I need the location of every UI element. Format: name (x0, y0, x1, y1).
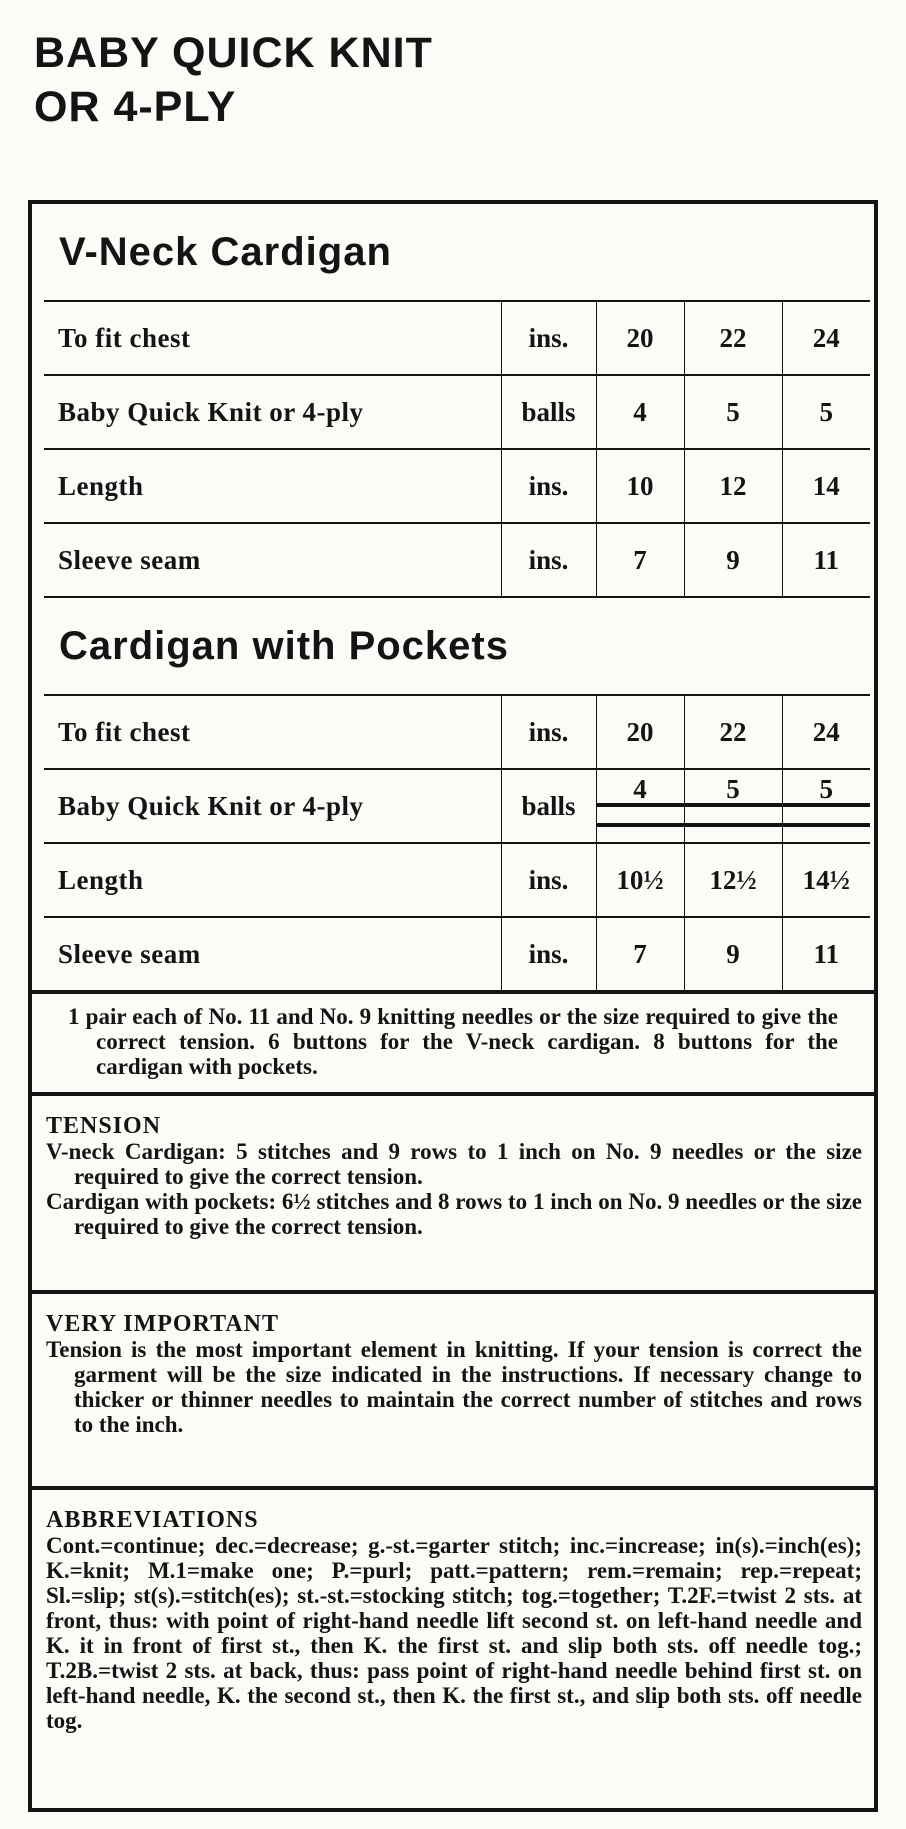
size-value: 14 (782, 449, 870, 523)
abbreviations-text: Cont.=continue; dec.=decrease; g.-st.=garter stitch; inc.=increase; in(s).=inch(es); K.=knit; M.1=make one; P.=purl; patt.=pattern; rem.=remain; rep.=repeat; Sl.=slip; st(s).=stitch(es); st.-st.=stocking stitch; tog.=together; T.2F.=twist 2 sts. at front, thus: with point of right-hand needle lift second st. on left-hand needle and K. it in front of first st., then K. the first st. and slip both sts. off needle tog.; T.2B.=twist 2 sts. at back, thus: pass point of right-hand needle behind first st. on left-hand needle, K. the second st., then K. the first st., and slip both sts. off needle tog. (46, 1533, 862, 1733)
size-value-corrected (596, 769, 684, 843)
size-value: 24 (782, 695, 870, 769)
size-value: 5 (684, 375, 782, 449)
row-label: Baby Quick Knit or 4-ply (44, 769, 501, 843)
tension-line: V-neck Cardigan: 5 stitches and 9 rows to 1 inch on No. 9 needles or the size required to give the correct tension. (46, 1139, 862, 1189)
table-row (44, 695, 870, 769)
row-label: To fit chest (44, 301, 501, 375)
abbreviations-section (46, 1508, 862, 1733)
table-row (44, 769, 870, 843)
size-table-v-neck (44, 300, 870, 598)
size-value-corrected (684, 769, 782, 843)
row-unit: balls (501, 375, 596, 449)
corrected-value: 4 (633, 774, 647, 804)
size-value: 10 (596, 449, 684, 523)
size-value: 7 (596, 523, 684, 597)
size-value: 24 (782, 301, 870, 375)
divider (32, 1486, 874, 1490)
strikethrough-mark (685, 803, 782, 827)
strikethrough-mark (597, 803, 684, 827)
needles-text: 1 pair each of No. 11 and No. 9 knitting needles or the size required to give the correct tension. 6 buttons for the V-neck cardigan. 8 buttons for the cardigan with pockets. (68, 1004, 838, 1079)
size-value: 11 (782, 917, 870, 991)
heading-line-2: OR 4-PLY (34, 83, 237, 131)
row-unit: ins. (501, 917, 596, 991)
pattern-frame (28, 200, 878, 1812)
section-title-pockets: Cardigan with Pockets (59, 624, 509, 668)
size-value: 20 (596, 301, 684, 375)
size-value: 12 (684, 449, 782, 523)
needles-note (68, 1004, 838, 1079)
row-label: Length (44, 843, 501, 917)
divider (32, 1092, 874, 1096)
tension-line: Cardigan with pockets: 6½ stitches and 8 rows to 1 inch on No. 9 needles or the size required to give the correct tension. (46, 1189, 862, 1239)
table-row (44, 843, 870, 917)
important-text: Tension is the most important element in knitting. If your tension is correct the garment will be the size indicated in the instructions. If necessary change to thicker or thinner needles to maintain the correct number of stitches and rows to the inch. (46, 1337, 862, 1437)
row-unit: ins. (501, 843, 596, 917)
divider (32, 990, 874, 994)
size-value: 4 (596, 375, 684, 449)
row-label: Sleeve seam (44, 523, 501, 597)
table-row (44, 917, 870, 991)
row-unit: ins. (501, 523, 596, 597)
table-row (44, 523, 870, 597)
divider (32, 1290, 874, 1294)
corrected-value: 5 (819, 774, 833, 804)
tension-section (46, 1114, 862, 1239)
row-unit: ins. (501, 449, 596, 523)
row-label: To fit chest (44, 695, 501, 769)
size-value: 22 (684, 695, 782, 769)
row-label: Baby Quick Knit or 4-ply (44, 375, 501, 449)
size-table-pockets (44, 694, 870, 992)
size-value: 14½ (782, 843, 870, 917)
row-unit: ins. (501, 695, 596, 769)
size-value-corrected (782, 769, 870, 843)
corrected-value: 5 (726, 774, 740, 804)
important-section (46, 1312, 862, 1437)
abbreviations-title: ABBREVIATIONS (46, 1507, 259, 1533)
size-value: 7 (596, 917, 684, 991)
important-title: VERY IMPORTANT (46, 1311, 279, 1337)
table-row (44, 449, 870, 523)
size-value: 9 (684, 917, 782, 991)
table-row (44, 301, 870, 375)
size-value: 11 (782, 523, 870, 597)
size-value: 5 (782, 375, 870, 449)
section-title-v-neck: V-Neck Cardigan (59, 230, 392, 274)
tension-title: TENSION (46, 1113, 162, 1139)
size-value: 12½ (684, 843, 782, 917)
heading-line-1: BABY QUICK KNIT (34, 29, 433, 77)
size-value: 9 (684, 523, 782, 597)
row-unit: balls (501, 769, 596, 843)
size-value: 22 (684, 301, 782, 375)
strikethrough-mark (783, 803, 871, 827)
table-row (44, 375, 870, 449)
page-heading (34, 26, 433, 134)
row-label: Sleeve seam (44, 917, 501, 991)
size-value: 10½ (596, 843, 684, 917)
row-unit: ins. (501, 301, 596, 375)
size-value: 20 (596, 695, 684, 769)
row-label: Length (44, 449, 501, 523)
